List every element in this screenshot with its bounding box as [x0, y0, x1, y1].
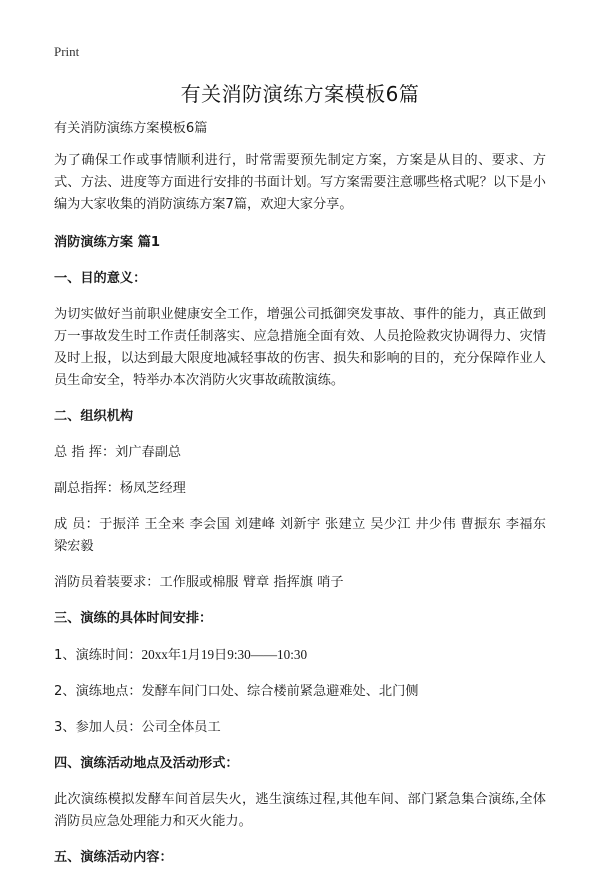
document-title: 有关消防演练方案模板6篇 — [180, 82, 420, 106]
document-body — [54, 118, 546, 883]
heading-purpose: 一、目的意义： — [54, 271, 147, 286]
heading-location-form: 四、演练活动地点及活动形式： — [54, 756, 239, 771]
participants-line: 3、参加人员：公司全体员工 — [54, 720, 221, 735]
location-line: 2、演练地点：发酵车间门口处、综合楼前紧急避难处、北门侧 — [54, 684, 419, 699]
equipment-line: 消防员着装要求：工作服或棉服 臂章 指挥旗 哨子 — [54, 575, 344, 590]
time-line — [54, 644, 546, 667]
heading-organization: 二、组织机构 — [54, 409, 134, 424]
document-subtitle: 有关消防演练方案模板6篇 — [54, 121, 208, 136]
time-value: 20xx年1月19日9:30——10:30 — [141, 647, 308, 662]
print-label: Print — [54, 44, 80, 59]
time-label: 1、演练时间： — [54, 648, 142, 663]
heading-content: 五、演练活动内容： — [54, 850, 173, 865]
heading-schedule: 三、演练的具体时间安排： — [54, 611, 213, 626]
commander-line: 总 指 挥：刘广春副总 — [54, 445, 182, 460]
vice-commander-line: 副总指挥：杨凤芝经理 — [54, 481, 186, 496]
location-form-paragraph: 此次演练模拟发酵车间首层失火，逃生演练过程,其他车间、部门紧急集合演练,全体消防员应急处理能力和灭火能力。 — [54, 792, 546, 829]
section-title: 消防演练方案 篇1 — [54, 235, 161, 250]
members-line: 成 员：于振洋 王全来 李会国 刘建峰 刘新宇 张建立 吴少江 井少伟 曹振东 李福东 梁宏毅 — [54, 517, 546, 554]
purpose-paragraph: 为切实做好当前职业健康安全工作，增强公司抵御突发事故、事件的能力，真正做到万一事故发生时工作责任制落实、应急措施全面有效、人员抢险救灾协调得力、灾情及时上报，以达到最大限度地减轻事故的伤害、损失和影响的目的，充分保障作业人员生命安全，特举办本次消防火灾事故疏散演练。 — [54, 307, 546, 388]
intro-paragraph: 为了确保工作或事情顺利进行，时常需要预先制定方案，方案是从目的、要求、方式、方法、进度等方面进行安排的书面计划。写方案需要注意哪些格式呢？以下是小编为大家收集的消防演练方案7篇，欢迎大家分享。 — [54, 153, 546, 212]
